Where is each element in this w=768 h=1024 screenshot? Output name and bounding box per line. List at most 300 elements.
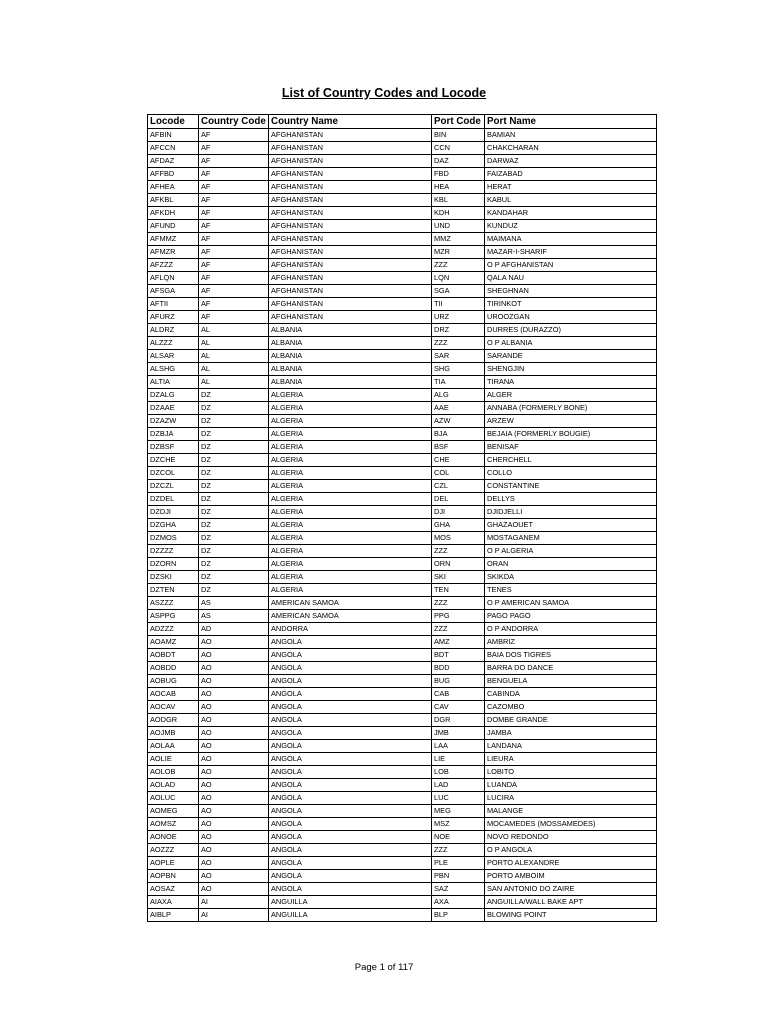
port-name-cell: CHERCHELL: [485, 454, 657, 467]
port-name-cell: MAIMANA: [485, 233, 657, 246]
port-code-cell: ALG: [432, 389, 485, 402]
table-row: [148, 727, 657, 740]
country-code-cell: AF: [199, 311, 269, 324]
table-row: [148, 558, 657, 571]
country-name-cell: AFGHANISTAN: [269, 272, 432, 285]
country-name-cell: ALBANIA: [269, 324, 432, 337]
table-row: [148, 792, 657, 805]
port-code-cell: CCN: [432, 142, 485, 155]
table-row: [148, 675, 657, 688]
port-name-cell: TENES: [485, 584, 657, 597]
table-row: [148, 350, 657, 363]
locode-cell: ALTIA: [148, 376, 199, 389]
port-code-cell: CHE: [432, 454, 485, 467]
country-name-cell: AFGHANISTAN: [269, 129, 432, 142]
country-code-cell: DZ: [199, 480, 269, 493]
column-header-country-code: Country Code: [199, 115, 269, 129]
table-row: [148, 233, 657, 246]
country-code-cell: DZ: [199, 441, 269, 454]
country-name-cell: ALGERIA: [269, 467, 432, 480]
table-row: [148, 883, 657, 896]
country-code-cell: AO: [199, 753, 269, 766]
port-name-cell: KANDAHAR: [485, 207, 657, 220]
port-code-cell: BDD: [432, 662, 485, 675]
country-name-cell: AFGHANISTAN: [269, 194, 432, 207]
country-code-cell: DZ: [199, 454, 269, 467]
country-code-cell: AF: [199, 194, 269, 207]
port-name-cell: O P ALGERIA: [485, 545, 657, 558]
country-name-cell: ALGERIA: [269, 493, 432, 506]
port-name-cell: COLLO: [485, 467, 657, 480]
table-row: [148, 805, 657, 818]
country-name-cell: ANGOLA: [269, 870, 432, 883]
table-row: [148, 311, 657, 324]
port-name-cell: SKIKDA: [485, 571, 657, 584]
country-code-cell: AF: [199, 142, 269, 155]
country-code-cell: AF: [199, 155, 269, 168]
port-name-cell: SARANDE: [485, 350, 657, 363]
table-row: [148, 818, 657, 831]
column-header-port-name: Port Name: [485, 115, 657, 129]
port-code-cell: LQN: [432, 272, 485, 285]
table-header-row: [148, 115, 657, 129]
port-name-cell: BAMIAN: [485, 129, 657, 142]
port-name-cell: O P AMERICAN SAMOA: [485, 597, 657, 610]
port-name-cell: BAIA DOS TIGRES: [485, 649, 657, 662]
table-body: [148, 129, 657, 922]
locode-cell: ALSAR: [148, 350, 199, 363]
page-footer: Page 1 of 117: [354, 962, 414, 973]
country-name-cell: ALGERIA: [269, 402, 432, 415]
country-name-cell: ANGOLA: [269, 805, 432, 818]
port-name-cell: CABINDA: [485, 688, 657, 701]
country-code-cell: AO: [199, 714, 269, 727]
country-name-cell: ANGOLA: [269, 792, 432, 805]
locode-cell: DZBSF: [148, 441, 199, 454]
locode-cell: DZDJI: [148, 506, 199, 519]
country-name-cell: ANDORRA: [269, 623, 432, 636]
country-name-cell: ANGUILLA: [269, 896, 432, 909]
locode-cell: AFMZR: [148, 246, 199, 259]
port-name-cell: AMBRIZ: [485, 636, 657, 649]
locode-cell: AOCAB: [148, 688, 199, 701]
country-name-cell: AFGHANISTAN: [269, 181, 432, 194]
country-name-cell: ANGOLA: [269, 714, 432, 727]
country-code-cell: AO: [199, 779, 269, 792]
port-code-cell: AAE: [432, 402, 485, 415]
port-code-cell: JMB: [432, 727, 485, 740]
country-code-cell: AL: [199, 363, 269, 376]
table-row: [148, 259, 657, 272]
table-row: [148, 545, 657, 558]
port-code-cell: LAA: [432, 740, 485, 753]
country-code-cell: AF: [199, 233, 269, 246]
locode-cell: AFUND: [148, 220, 199, 233]
locode-cell: AOAMZ: [148, 636, 199, 649]
port-code-cell: DRZ: [432, 324, 485, 337]
country-code-cell: AL: [199, 324, 269, 337]
locode-cell: AOBDT: [148, 649, 199, 662]
country-code-cell: AO: [199, 740, 269, 753]
port-name-cell: ALGER: [485, 389, 657, 402]
table-row: [148, 896, 657, 909]
port-name-cell: MOCAMEDES (MOSSAMEDES): [485, 818, 657, 831]
port-code-cell: BDT: [432, 649, 485, 662]
locode-cell: AFFBD: [148, 168, 199, 181]
port-name-cell: KABUL: [485, 194, 657, 207]
country-code-cell: AF: [199, 220, 269, 233]
country-code-cell: AO: [199, 649, 269, 662]
table-row: [148, 272, 657, 285]
locode-cell: AFBIN: [148, 129, 199, 142]
port-name-cell: DELLYS: [485, 493, 657, 506]
table-row: [148, 506, 657, 519]
country-name-cell: AFGHANISTAN: [269, 155, 432, 168]
port-name-cell: NOVO REDONDO: [485, 831, 657, 844]
table-row: [148, 766, 657, 779]
table-row: [148, 844, 657, 857]
port-code-cell: ZZZ: [432, 623, 485, 636]
port-name-cell: CONSTANTINE: [485, 480, 657, 493]
port-code-cell: BUG: [432, 675, 485, 688]
table-row: [148, 402, 657, 415]
port-code-cell: LOB: [432, 766, 485, 779]
locode-cell: AFMMZ: [148, 233, 199, 246]
country-code-cell: AO: [199, 883, 269, 896]
port-code-cell: KBL: [432, 194, 485, 207]
country-code-cell: AL: [199, 350, 269, 363]
country-code-cell: AO: [199, 727, 269, 740]
locode-cell: AOCAV: [148, 701, 199, 714]
table-row: [148, 389, 657, 402]
locode-cell: AOBDD: [148, 662, 199, 675]
country-code-cell: DZ: [199, 402, 269, 415]
port-code-cell: ZZZ: [432, 844, 485, 857]
port-name-cell: ORAN: [485, 558, 657, 571]
port-name-cell: KUNDUZ: [485, 220, 657, 233]
port-code-cell: AMZ: [432, 636, 485, 649]
port-code-cell: LIE: [432, 753, 485, 766]
locode-cell: DZCOL: [148, 467, 199, 480]
port-name-cell: LIEURA: [485, 753, 657, 766]
country-code-cell: AS: [199, 597, 269, 610]
table-row: [148, 298, 657, 311]
locode-cell: AOMSZ: [148, 818, 199, 831]
port-name-cell: SHEGHNAN: [485, 285, 657, 298]
port-code-cell: BLP: [432, 909, 485, 922]
port-code-cell: TII: [432, 298, 485, 311]
port-name-cell: LUANDA: [485, 779, 657, 792]
country-name-cell: ANGOLA: [269, 766, 432, 779]
table-row: [148, 753, 657, 766]
country-name-cell: AFGHANISTAN: [269, 311, 432, 324]
country-name-cell: ANGOLA: [269, 636, 432, 649]
port-name-cell: GHAZAOUET: [485, 519, 657, 532]
table-row: [148, 324, 657, 337]
country-code-cell: AF: [199, 246, 269, 259]
locode-cell: DZCZL: [148, 480, 199, 493]
locode-cell: AOMEG: [148, 805, 199, 818]
locode-cell: ALSHG: [148, 363, 199, 376]
country-code-cell: AO: [199, 818, 269, 831]
locode-cell: DZCHE: [148, 454, 199, 467]
country-name-cell: ANGOLA: [269, 844, 432, 857]
port-name-cell: O P ANDORRA: [485, 623, 657, 636]
port-code-cell: BIN: [432, 129, 485, 142]
locode-cell: DZALG: [148, 389, 199, 402]
country-name-cell: ALGERIA: [269, 415, 432, 428]
port-code-cell: DGR: [432, 714, 485, 727]
table-row: [148, 649, 657, 662]
port-code-cell: SKI: [432, 571, 485, 584]
country-code-cell: AO: [199, 675, 269, 688]
country-code-cell: AL: [199, 337, 269, 350]
port-name-cell: LUCIRA: [485, 792, 657, 805]
country-name-cell: ALBANIA: [269, 337, 432, 350]
port-name-cell: MOSTAGANEM: [485, 532, 657, 545]
locode-cell: ALZZZ: [148, 337, 199, 350]
table-row: [148, 701, 657, 714]
country-code-cell: AL: [199, 376, 269, 389]
table-row: [148, 688, 657, 701]
locode-cell: AOLAA: [148, 740, 199, 753]
country-code-cell: DZ: [199, 571, 269, 584]
locode-cell: ALDRZ: [148, 324, 199, 337]
port-code-cell: BJA: [432, 428, 485, 441]
port-name-cell: ARZEW: [485, 415, 657, 428]
locode-cell: AFSGA: [148, 285, 199, 298]
country-name-cell: ANGOLA: [269, 818, 432, 831]
port-name-cell: UROOZGAN: [485, 311, 657, 324]
country-name-cell: AFGHANISTAN: [269, 168, 432, 181]
port-code-cell: CAB: [432, 688, 485, 701]
port-code-cell: AZW: [432, 415, 485, 428]
port-name-cell: CAZOMBO: [485, 701, 657, 714]
country-code-cell: AF: [199, 272, 269, 285]
country-name-cell: ALGERIA: [269, 506, 432, 519]
country-code-cell: AF: [199, 285, 269, 298]
table-row: [148, 584, 657, 597]
port-name-cell: O P ALBANIA: [485, 337, 657, 350]
country-name-cell: ANGOLA: [269, 701, 432, 714]
port-name-cell: DJIDJELLI: [485, 506, 657, 519]
country-name-cell: ALGERIA: [269, 571, 432, 584]
country-codes-table: [147, 114, 657, 922]
column-header-country-name: Country Name: [269, 115, 432, 129]
locode-cell: AOJMB: [148, 727, 199, 740]
port-code-cell: DEL: [432, 493, 485, 506]
country-code-cell: AO: [199, 805, 269, 818]
country-code-cell: AO: [199, 662, 269, 675]
port-name-cell: O P ANGOLA: [485, 844, 657, 857]
country-code-cell: AI: [199, 896, 269, 909]
table-row: [148, 207, 657, 220]
port-name-cell: ANNABA (FORMERLY BONE): [485, 402, 657, 415]
locode-cell: AOLAD: [148, 779, 199, 792]
locode-cell: AOPBN: [148, 870, 199, 883]
table-row: [148, 493, 657, 506]
country-code-cell: DZ: [199, 389, 269, 402]
table-row: [148, 480, 657, 493]
table-row: [148, 610, 657, 623]
locode-cell: AFKBL: [148, 194, 199, 207]
country-code-cell: AO: [199, 844, 269, 857]
country-name-cell: ALGERIA: [269, 545, 432, 558]
country-name-cell: ANGOLA: [269, 727, 432, 740]
country-name-cell: ANGOLA: [269, 662, 432, 675]
table-row: [148, 142, 657, 155]
port-name-cell: SAN ANTONIO DO ZAIRE: [485, 883, 657, 896]
port-code-cell: SHG: [432, 363, 485, 376]
locode-cell: AIAXA: [148, 896, 199, 909]
port-code-cell: MOS: [432, 532, 485, 545]
column-header-locode: Locode: [148, 115, 199, 129]
locode-cell: DZMOS: [148, 532, 199, 545]
table-row: [148, 454, 657, 467]
table-row: [148, 870, 657, 883]
table-row: [148, 740, 657, 753]
port-name-cell: LOBITO: [485, 766, 657, 779]
locode-cell: ADZZZ: [148, 623, 199, 636]
country-code-cell: AO: [199, 831, 269, 844]
port-name-cell: ANGUILLA/WALL BAKE APT: [485, 896, 657, 909]
country-name-cell: ANGOLA: [269, 675, 432, 688]
locode-cell: AOLUC: [148, 792, 199, 805]
port-code-cell: KDH: [432, 207, 485, 220]
locode-cell: AONOE: [148, 831, 199, 844]
port-code-cell: URZ: [432, 311, 485, 324]
locode-cell: AOLIE: [148, 753, 199, 766]
port-code-cell: LUC: [432, 792, 485, 805]
locode-cell: AOZZZ: [148, 844, 199, 857]
port-name-cell: HERAT: [485, 181, 657, 194]
port-name-cell: QALA NAU: [485, 272, 657, 285]
locode-cell: DZZZZ: [148, 545, 199, 558]
locode-cell: AFDAZ: [148, 155, 199, 168]
country-name-cell: ALGERIA: [269, 480, 432, 493]
country-name-cell: AMERICAN SAMOA: [269, 610, 432, 623]
country-name-cell: ANGOLA: [269, 753, 432, 766]
table-row: [148, 428, 657, 441]
country-code-cell: DZ: [199, 493, 269, 506]
locode-cell: AFCCN: [148, 142, 199, 155]
country-name-cell: ANGOLA: [269, 857, 432, 870]
port-code-cell: SAR: [432, 350, 485, 363]
table-row: [148, 519, 657, 532]
country-code-cell: AF: [199, 168, 269, 181]
locode-cell: DZBJA: [148, 428, 199, 441]
country-name-cell: ANGUILLA: [269, 909, 432, 922]
country-name-cell: AFGHANISTAN: [269, 298, 432, 311]
port-code-cell: ZZZ: [432, 597, 485, 610]
port-name-cell: CHAKCHARAN: [485, 142, 657, 155]
country-name-cell: ANGOLA: [269, 740, 432, 753]
port-name-cell: BEJAIA (FORMERLY BOUGIE): [485, 428, 657, 441]
table-row: [148, 129, 657, 142]
table-row: [148, 376, 657, 389]
country-name-cell: ANGOLA: [269, 688, 432, 701]
port-code-cell: ORN: [432, 558, 485, 571]
country-name-cell: ALBANIA: [269, 350, 432, 363]
locode-cell: AOLOB: [148, 766, 199, 779]
locode-cell: AODGR: [148, 714, 199, 727]
country-code-cell: AF: [199, 298, 269, 311]
table-row: [148, 597, 657, 610]
country-code-cell: AF: [199, 259, 269, 272]
table-row: [148, 714, 657, 727]
port-code-cell: BSF: [432, 441, 485, 454]
country-code-cell: DZ: [199, 428, 269, 441]
port-code-cell: CAV: [432, 701, 485, 714]
country-name-cell: AFGHANISTAN: [269, 259, 432, 272]
port-code-cell: ZZZ: [432, 259, 485, 272]
port-code-cell: SAZ: [432, 883, 485, 896]
table-row: [148, 623, 657, 636]
port-name-cell: PORTO AMBOIM: [485, 870, 657, 883]
country-name-cell: AFGHANISTAN: [269, 207, 432, 220]
country-name-cell: AFGHANISTAN: [269, 142, 432, 155]
port-code-cell: NOE: [432, 831, 485, 844]
locode-cell: DZAAE: [148, 402, 199, 415]
country-code-cell: AO: [199, 792, 269, 805]
locode-cell: DZDEL: [148, 493, 199, 506]
country-name-cell: ALGERIA: [269, 584, 432, 597]
country-name-cell: ALGERIA: [269, 532, 432, 545]
locode-cell: AOSAZ: [148, 883, 199, 896]
country-name-cell: ANGOLA: [269, 649, 432, 662]
country-name-cell: ANGOLA: [269, 831, 432, 844]
country-name-cell: ALGERIA: [269, 454, 432, 467]
port-code-cell: HEA: [432, 181, 485, 194]
table-row: [148, 220, 657, 233]
table-row: [148, 194, 657, 207]
country-code-cell: AO: [199, 636, 269, 649]
table-row: [148, 441, 657, 454]
table-row: [148, 246, 657, 259]
country-code-cell: AF: [199, 129, 269, 142]
country-name-cell: ALGERIA: [269, 389, 432, 402]
table-row: [148, 337, 657, 350]
country-code-cell: DZ: [199, 558, 269, 571]
table-row: [148, 155, 657, 168]
port-name-cell: PORTO ALEXANDRE: [485, 857, 657, 870]
country-name-cell: ALBANIA: [269, 363, 432, 376]
country-code-cell: DZ: [199, 519, 269, 532]
table-row: [148, 363, 657, 376]
country-name-cell: ANGOLA: [269, 779, 432, 792]
table-row: [148, 779, 657, 792]
table-row: [148, 285, 657, 298]
column-header-port-code: Port Code: [432, 115, 485, 129]
port-name-cell: BENISAF: [485, 441, 657, 454]
page-title-text: List of Country Codes and Locode: [281, 86, 487, 100]
port-code-cell: PLE: [432, 857, 485, 870]
country-name-cell: ALGERIA: [269, 519, 432, 532]
country-name-cell: AFGHANISTAN: [269, 220, 432, 233]
table-row: [148, 532, 657, 545]
port-code-cell: DAZ: [432, 155, 485, 168]
locode-cell: ASZZZ: [148, 597, 199, 610]
country-name-cell: AFGHANISTAN: [269, 233, 432, 246]
locode-cell: DZSKI: [148, 571, 199, 584]
locode-cell: AFZZZ: [148, 259, 199, 272]
locode-cell: AOPLE: [148, 857, 199, 870]
port-name-cell: LANDANA: [485, 740, 657, 753]
port-name-cell: TIRINKOT: [485, 298, 657, 311]
country-code-cell: AO: [199, 870, 269, 883]
locode-cell: AIBLP: [148, 909, 199, 922]
locode-cell: DZORN: [148, 558, 199, 571]
